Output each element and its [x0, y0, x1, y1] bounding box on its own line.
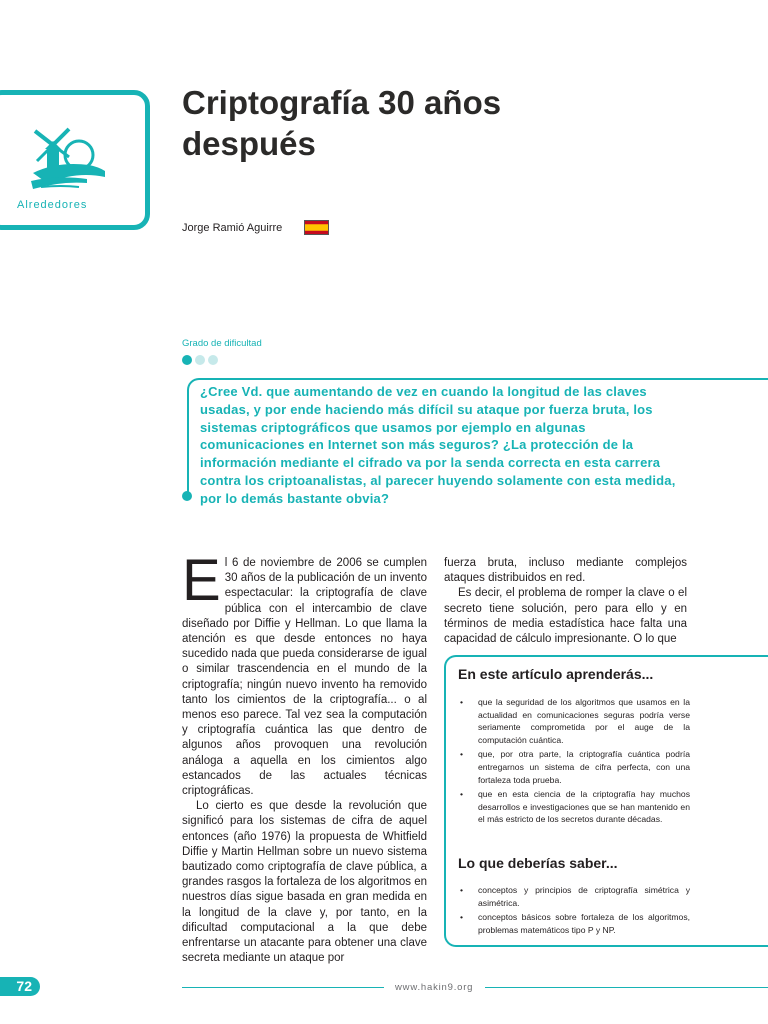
footer-rule-right — [485, 987, 768, 988]
list-item: • que en esta ciencia de la criptografía hay muchos desarrollos e investigaciones que se han mantenido en el más estricto de los secretos durante décadas. — [458, 788, 690, 826]
body-paragraph: Lo cierto es que desde la revolución que significó para los sistemas de cifra de aquel entonces (año 1976) la propuesta de Whitfield Diffie y Martin Hellman sobre un nuevo sistema bautizado como criptografía de clave pública, a grandes rasgos la fortaleza de los algoritmos en nuestros días sigue basada en gran medida en la longitud de la clave y, por tanto, en la dificultad computacional a la que debe enfrentarse un atacante para obtener una clave secreta mediante un ataque por — [182, 800, 427, 965]
difficulty-dot-empty — [195, 355, 205, 365]
body-paragraph: fuerza bruta, incluso mediante complejos ataques distribuidos en red. — [444, 557, 687, 585]
prerequisites-list — [458, 884, 690, 938]
section-tab — [0, 90, 150, 230]
title-line-1: Criptografía 30 años — [182, 84, 502, 121]
body-column-2 — [444, 556, 687, 647]
lead-bullet-icon — [182, 491, 192, 501]
list-item: • que la seguridad de los algoritmos que usamos en la actualidad en comunicaciones seguras podría verse seriamente comprometida por el auge de la computación cuántica. — [458, 696, 690, 746]
difficulty-label: Grado de dificultad — [182, 338, 262, 349]
footer-url: www.hakin9.org — [395, 982, 474, 993]
article-title — [182, 82, 501, 164]
difficulty-dot-filled — [182, 355, 192, 365]
author-name: Jorge Ramió Aguirre — [182, 222, 283, 234]
windmill-landscape-icon — [27, 125, 107, 195]
body-paragraph: Es decir, el problema de romper la clave o el secreto tiene solución, pero para ello y en términos de media estadística hace falta una capacidad de cálculo impresionante. O lo que — [444, 587, 687, 646]
lead-paragraph: ¿Cree Vd. que aumentando de vez en cuando la longitud de las claves usadas, y por ende haciendo más difícil su ataque por fuerza bruta, los sistemas criptográficos que usamos por ejemplo en algunas comunicaciones en Internet son más seguros? ¿La protección de la información mediante el cifrado va por la senda correcta en esta carrera contra los criptoanalistas, al parecer huyendo solamente con esta medida, por lo demás bastante obvia? — [200, 384, 676, 506]
list-item: • que, por otra parte, la criptografía cuántica podría entregarnos un sistema de cifra perfecta, con una fortaleza toda prueba. — [458, 748, 690, 786]
body-paragraph-text: l 6 de noviembre de 2006 se cumplen 30 años de la publicación de un invento espectacular: la criptografía de clave pública con el intercambio de clave diseñado por Diffie y Hellman. Lo que llama la atención es que desde entonces no haya sucedido nada que pueda considerarse de igual o similar trascendencia en el mundo de la criptografía; ningún nuevo invento ha removido tanto los cimientos de la criptografía... o al menos eso parece. Tal vez sea la computación y criptografía cuántica las que dentro de algunos años provoquen una revolución análoga a aquella en los cimientos algo estancados de las actuales técnicas criptográficas. — [182, 557, 427, 798]
body-column-1 — [182, 548, 427, 966]
page-number: 72 — [0, 977, 40, 996]
difficulty-rating — [182, 355, 218, 365]
difficulty-dot-empty — [208, 355, 218, 365]
title-line-2: después — [182, 125, 316, 162]
drop-cap: E — [182, 548, 221, 613]
list-item: • conceptos y principios de criptografía simétrica y asimétrica. — [458, 884, 690, 909]
learn-list — [458, 696, 690, 828]
learn-heading: En este artículo aprenderás... — [458, 666, 654, 682]
section-label: Alrededores — [17, 199, 88, 211]
prerequisites-heading: Lo que deberías saber... — [458, 855, 618, 871]
footer-rule-left — [182, 987, 384, 988]
body-paragraph — [182, 548, 427, 799]
list-item: • conceptos básicos sobre fortaleza de los algoritmos, problemas matemáticos tipo P y NP. — [458, 911, 690, 936]
spain-flag-icon — [304, 220, 329, 235]
